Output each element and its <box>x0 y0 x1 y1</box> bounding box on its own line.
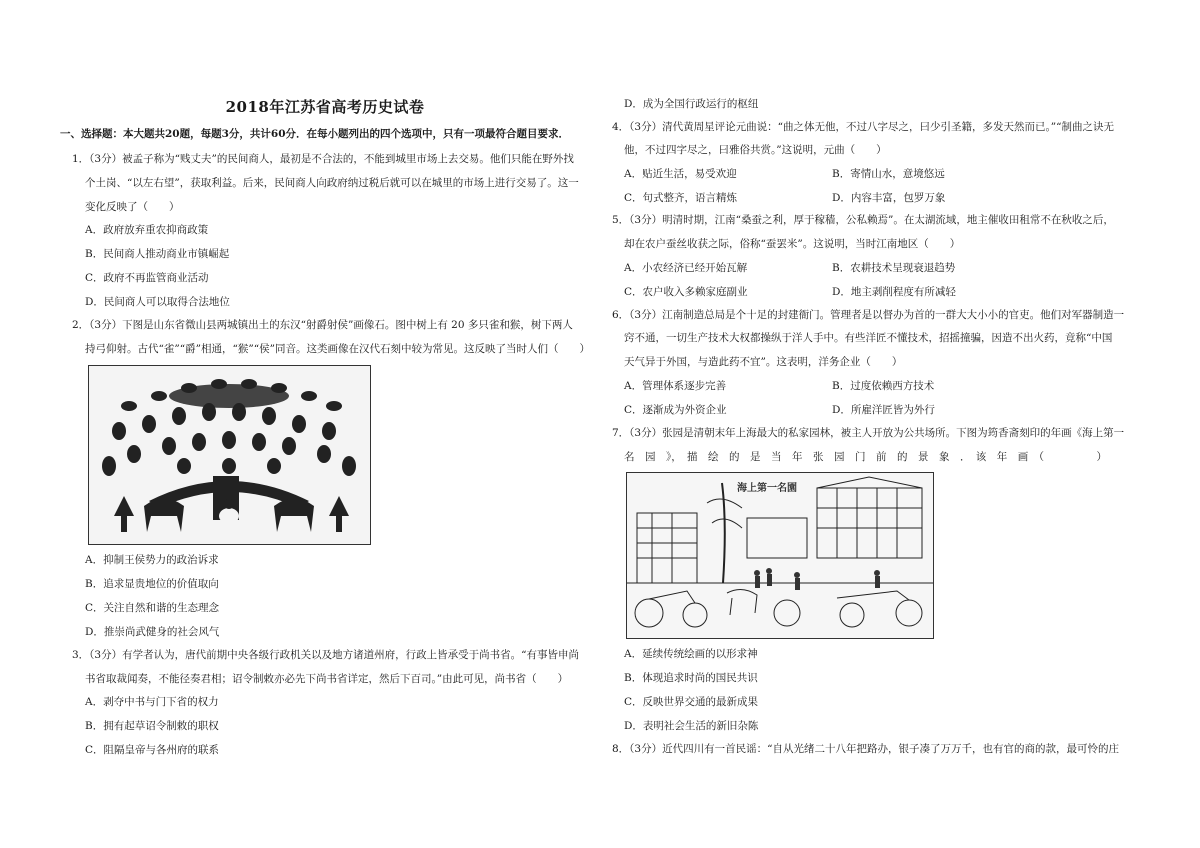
section-heading: 一、选择题：本大题共20题，每题3分，共计60分．在每小题列出的四个选项中，只有一项最符合题目要求． <box>60 128 570 140</box>
q3-option-b: B．拥有起草诏令制敕的职权 <box>85 720 219 732</box>
q1-option-d: D．民间商人可以取得合法地位 <box>85 296 230 308</box>
q2-stem-line: 持弓仰射。古代“雀”“爵”相通，“猴”“侯”同音。这类画像在汉代石刻中较为常见。这反映了当时人们（ ） <box>85 343 590 355</box>
q7-option-a: A．延续传统绘画的以形求神 <box>624 648 758 660</box>
q5-option-c: C．农户收入多赖家庭副业 <box>624 286 748 298</box>
q7-stem-line: 名 园 》， 描 绘 的 是 当 年 张 园 门 前 的 景 象 ． 该 年 画 （ ） <box>624 451 1107 463</box>
q2-option-b: B．追求显贵地位的价值取向 <box>85 578 219 590</box>
q1-option-c: C．政府不再监管商业活动 <box>85 272 209 284</box>
q6-stem-line: 天气异于外国，与造此药不宜”。这表明，洋务企业（ ） <box>624 356 903 368</box>
q3-stem-line: 书省取裁闻奏，不能径奏君相；诏令制敕亦必先下尚书省详定，然后下百司。”由此可见，尚书省（ ） <box>85 673 569 685</box>
q2-stem-line: 2．（3分）下图是山东省微山县两城镇出土的东汉“射爵射侯”画像石。图中树上有 20 多只雀和猴，树下两人 <box>72 319 573 331</box>
q3-option-d: D．成为全国行政运行的枢纽 <box>624 98 759 110</box>
q7-option-c: C．反映世界交通的最新成果 <box>624 696 759 708</box>
q3-stem-line: 3．（3分）有学者认为，唐代前期中央各级行政机关以及地方诸道州府，行政上皆承受于尚书省。“有事皆申尚 <box>72 649 579 661</box>
exam-title: 2018年江苏省高考历史试卷 <box>225 98 425 116</box>
q6-option-b: B．过度依赖西方技术 <box>832 380 935 392</box>
q4-option-a: A．贴近生活，易受欢迎 <box>624 168 737 180</box>
q5-option-b: B．农耕技术呈现衰退趋势 <box>832 262 956 274</box>
q7-option-d: D．表明社会生活的新旧杂陈 <box>624 720 759 732</box>
q3-option-a: A．剥夺中书与门下省的权力 <box>85 696 219 708</box>
q1-option-a: A．政府放弃重农抑商政策 <box>85 224 209 236</box>
stone-relief-drawing <box>89 366 370 544</box>
q6-option-a: A．管理体系逐步完善 <box>624 380 727 392</box>
q8-stem-line: 8．（3分）近代四川有一首民谣：“自从光绪二十八年把路办，银子凑了万万千，也有官的商的款，最可怜的庄 <box>612 743 1119 755</box>
q4-option-b: B．寄情山水，意境悠远 <box>832 168 945 180</box>
q6-option-c: C．逐渐成为外资企业 <box>624 404 727 416</box>
q6-option-d: D．所雇洋匠皆为外行 <box>832 404 935 416</box>
q4-option-d: D．内容丰富，包罗万象 <box>832 192 946 204</box>
q2-option-d: D．推崇尚武健身的社会风气 <box>85 626 220 638</box>
q1-stem-line: 变化反映了（ ） <box>85 201 180 213</box>
painting-drawing <box>627 473 933 638</box>
q1-stem-line: 个土岗、“以左右望”，获取利益。后来，民间商人向政府纳过税后就可以在城里的市场上进行交易了。这一 <box>85 177 579 189</box>
q4-option-c: C．句式整齐，语言精炼 <box>624 192 738 204</box>
stone-relief-image <box>88 365 371 545</box>
new-year-painting-image <box>626 472 934 639</box>
q4-stem-line: 他，不过四字尽之，曰雅俗共赏。”这说明，元曲（ ） <box>624 144 887 156</box>
q6-stem-line: 窍不通，一切生产技术大权都操纵于洋人手中。有些洋匠不懂技术，招摇撞骗，因造不出火药，竟称“中国 <box>624 332 1113 344</box>
q1-option-b: B．民间商人推动商业市镇崛起 <box>85 248 230 260</box>
q2-option-a: A．抑制王侯势力的政治诉求 <box>85 554 219 566</box>
q5-option-a: A．小农经济已经开始瓦解 <box>624 262 748 274</box>
q5-stem-line: 5．（3分）明清时期，江南“桑蚕之利，厚于稼穑，公私赖焉”。在太湖流域，地主催收田租常不在秋收之后， <box>612 214 1114 226</box>
q5-stem-line: 却在农户蚕丝收获之际，俗称“蚕罢米”。这说明，当时江南地区（ ） <box>624 238 961 250</box>
q2-option-c: C．关注自然和谐的生态理念 <box>85 602 220 614</box>
q7-option-b: B．体现追求时尚的国民共识 <box>624 672 758 684</box>
q7-stem-line: 7．（3分）张园是清朝末年上海最大的私家园林，被主人开放为公共场所。下图为筠香斋刻印的年画《海上第一 <box>612 427 1125 439</box>
q3-option-c: C．阻隔皇帝与各州府的联系 <box>85 744 220 756</box>
painting-title: 海上第一名園 <box>737 483 797 494</box>
q1-stem-line: 1．（3分）被孟子称为“贱丈夫”的民间商人，最初是不合法的，不能到城里市场上去交易。他们只能在野外找 <box>72 153 574 165</box>
q6-stem-line: 6．（3分）江南制造总局是个十足的封建衙门。管理者是以督办为首的一群大大小小的官吏。他们对军器制造一 <box>612 309 1125 321</box>
q5-option-d: D．地主剥削程度有所减轻 <box>832 286 956 298</box>
q4-stem-line: 4．（3分）清代黄周星评论元曲说：“曲之体无他，不过八字尽之，曰少引圣籍，多发天然而已。”“制曲之诀无 <box>612 121 1114 133</box>
